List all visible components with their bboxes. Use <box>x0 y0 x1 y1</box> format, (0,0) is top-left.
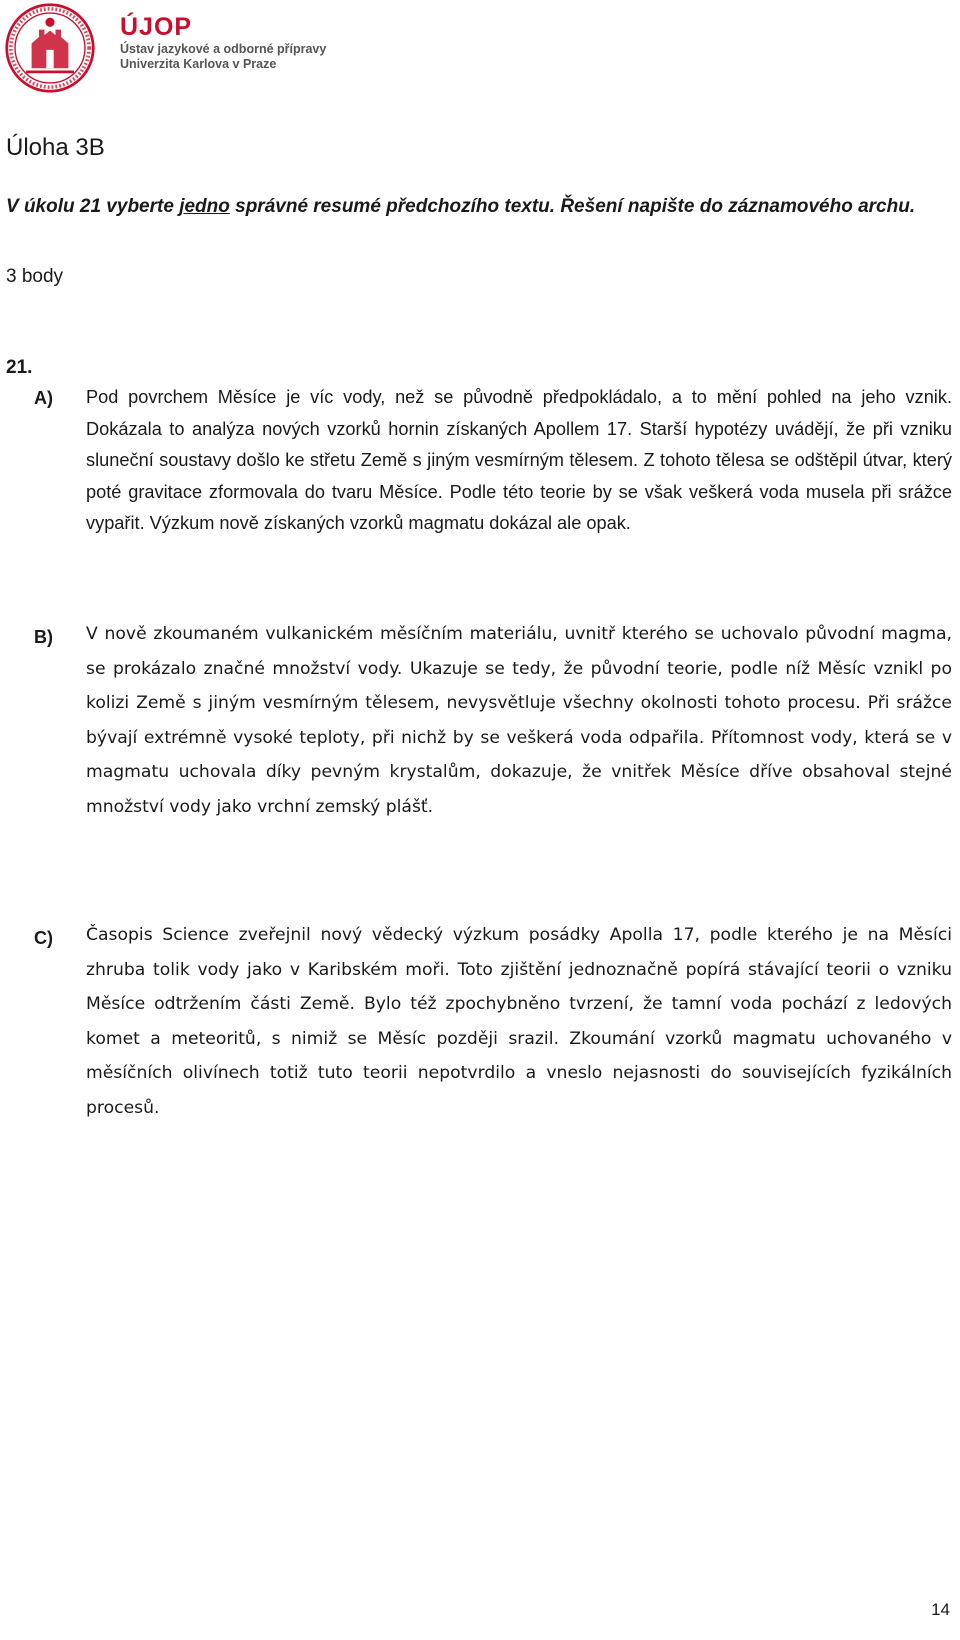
option-c-letter: C) <box>34 928 53 948</box>
page-header <box>0 0 960 100</box>
option-a-text: Pod povrchem Měsíce je víc vody, než se původně předpokládalo, a to mění pohled na jeho vznik. Dokázala to analýza nových vzorků hornin získaných Apollem 17. Starší hypotézy uvádějí, že při vzniku sluneční soustavy došlo ke střetu Země s jiným vesmírným tělesem. Z tohoto tělesa se odštěpil útvar, který poté gravitace zformovala do tvaru Měsíce. Podle této teorie by se však veškerá voda musela při srážce vypařit. Výzkum nově získaných vzorků magmatu dokázal ale opak. <box>86 387 952 533</box>
instruction-part-2: správné resumé předchozího textu. Řešení napište do záznamového archu. <box>229 196 916 217</box>
ujop-logo-text: ÚJOP <box>120 13 193 41</box>
task-points: 3 body <box>6 266 64 287</box>
university-seal-icon <box>4 2 96 94</box>
question-number: 21. <box>6 357 33 378</box>
institute-brand <box>120 12 326 72</box>
option-b-text: V nově zkoumaném vulkanickém měsíčním materiálu, uvnitř kterého se uchovalo původní magma, se prokázalo značné množství vody. Ukazuje se tedy, že původní teorie, podle níž Měsíc vznikl po kolizi Země s jiným vesmírným tělesem, nevysvětluje všechny okolnosti tohoto procesu. Při srážce bývají extrémně vysoké teploty, při nichž by se veškerá voda odpařila. Přítomnost vody, která se v magmatu uchovala díky pevným krystalům, dokazuje, že vnitřek Měsíce dříve obsahoval stejné množství vody jako vrchní zemský plášť. <box>86 624 952 817</box>
university-name: Univerzita Karlova v Praze <box>120 57 277 71</box>
task-instruction <box>6 187 952 226</box>
ujop-logo <box>120 12 326 42</box>
option-b-letter: B) <box>34 627 53 647</box>
institute-name: Ústav jazykové a odborné přípravy <box>120 42 327 56</box>
page-number: 14 <box>931 1600 950 1619</box>
option-c-text: Časopis Science zveřejnil nový vědecký výzkum posádky Apolla 17, podle kterého je na Měsíci zhruba tolik vody jako v Karibském moři. Toto zjištění jednoznačně popírá stávající teorii o vzniku Měsíce odtržením části Země. Bylo též zpochybněno tvrzení, že tamní voda pochází z ledových komet a meteoritů, s nimiž se Měsíc později srazil. Zkoumání vzorků magmatu uchovaného v měsíčních olivínech totiž tuto teorii nepotvrdilo a vneslo nejasnosti do souvisejících fyzikálních procesů. <box>86 925 952 1118</box>
option-a-letter: A) <box>34 388 53 408</box>
task-title: Úloha 3B <box>6 134 105 161</box>
instruction-emphasis: jedno <box>179 196 230 217</box>
instruction-part-1: V úkolu 21 vyberte <box>6 196 180 217</box>
